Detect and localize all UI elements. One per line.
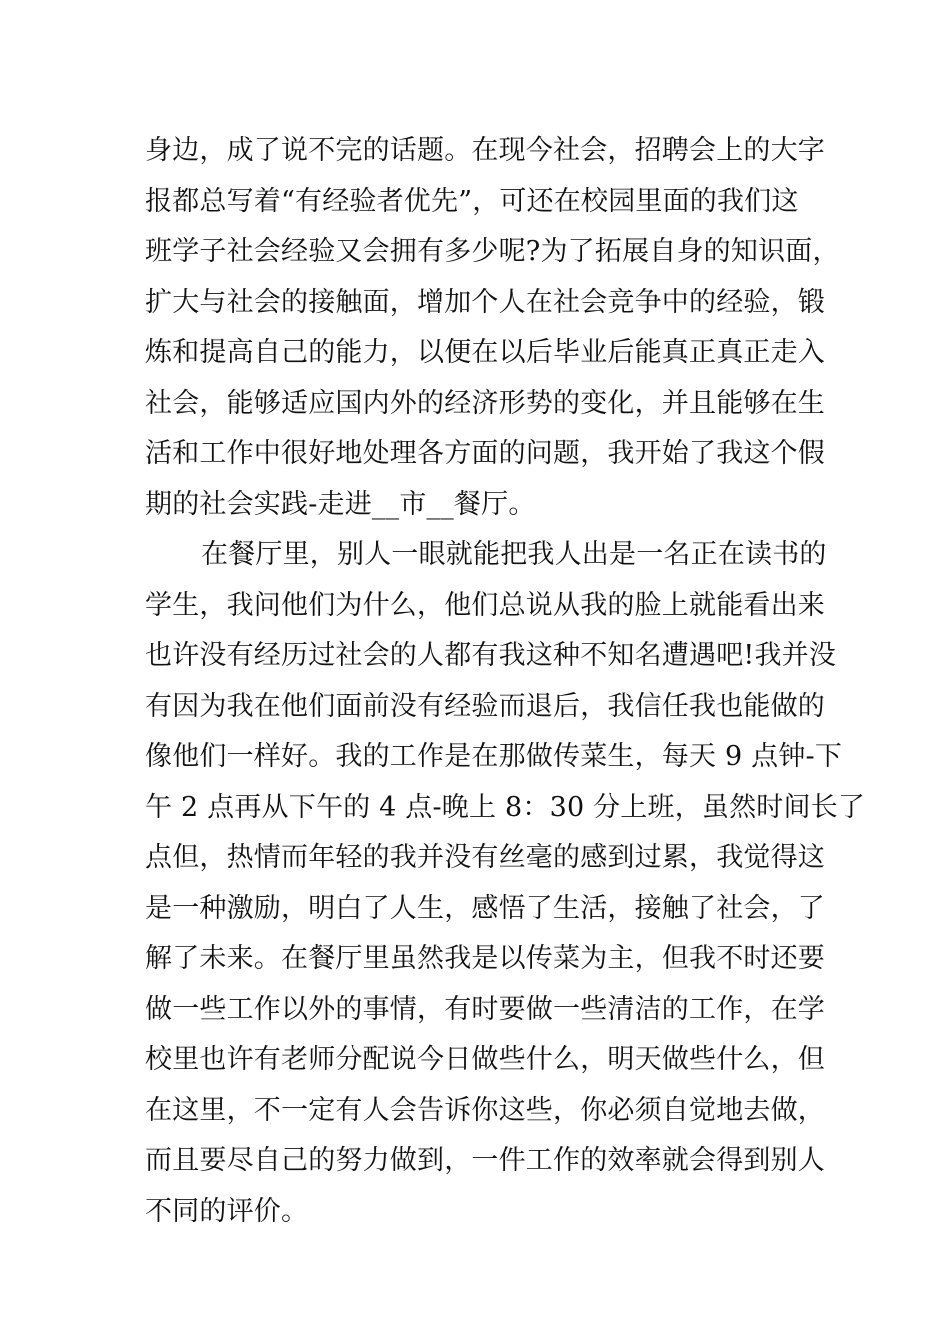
paragraph-line: 报都总写着“有经验者优先”，可还在校园里面的我们这 [145,185,799,217]
paragraph-line: 炼和提高自己的能力，以便在以后毕业后能真正真正走入 [145,337,825,368]
paragraph-line: 做一些工作以外的事情，有时要做一些清洁的工作，在学 [145,993,825,1025]
paragraph-line: 不同的评价。 [145,1195,309,1227]
paragraph-line: 班学子社会经验又会拥有多少呢?为了拓展自身的知识面， [145,236,840,267]
paragraph-line: 身边，成了说不完的话题。在现今社会，招聘会上的大字 [145,135,825,166]
paragraph-2 [145,530,866,1237]
paragraph-line: 也许没有经历过社会的人都有我这种不知名遭遇吧!我并没 [145,640,837,671]
paragraph-line: 是一种激励，明白了人生，感悟了生活，接触了社会，了 [145,892,825,924]
paragraph-line: 活和工作中很好地处理各方面的问题，我开始了我这个假 [145,438,825,469]
paragraph-line: 有因为我在他们面前没有经验而退后，我信任我也能做的 [145,690,825,722]
paragraph-line: 而且要尽自己的努力做到，一件工作的效率就会得到别人 [145,1145,825,1176]
paragraph-line: 期的社会实践-走进__市__餐厅。 [145,488,536,520]
paragraph-line: 午 2 点再从下午的 4 点-晚上 8：30 分上班，虽然时间长了 [145,791,866,823]
paragraph-line: 在餐厅里，别人一眼就能把我人出是一名正在读书的 [201,539,827,570]
paragraph-line: 解了未来。在餐厅里虽然我是以传菜为主，但我不时还要 [145,943,825,974]
paragraph-line: 校里也许有老师分配说今日做些什么，明天做些什么，但 [145,1044,825,1075]
paragraph-line: 扩大与社会的接触面，增加个人在社会竞争中的经验，锻 [145,286,825,318]
paragraph-line: 社会，能够适应国内外的经济形势的变化，并且能够在生 [145,387,825,419]
paragraph-line: 学生，我问他们为什么，他们总说从我的脸上就能看出来 [145,589,825,621]
paragraph-line: 在这里，不一定有人会告诉你这些，你必须自觉地去做， [145,1094,825,1126]
paragraph-line: 点但，热情而年轻的我并没有丝毫的感到过累，我觉得这 [145,842,825,873]
paragraph-line: 像他们一样好。我的工作是在那做传菜生，每天 9 点钟-下 [145,741,843,772]
paragraph-1 [145,126,840,530]
document-body [145,126,866,1237]
